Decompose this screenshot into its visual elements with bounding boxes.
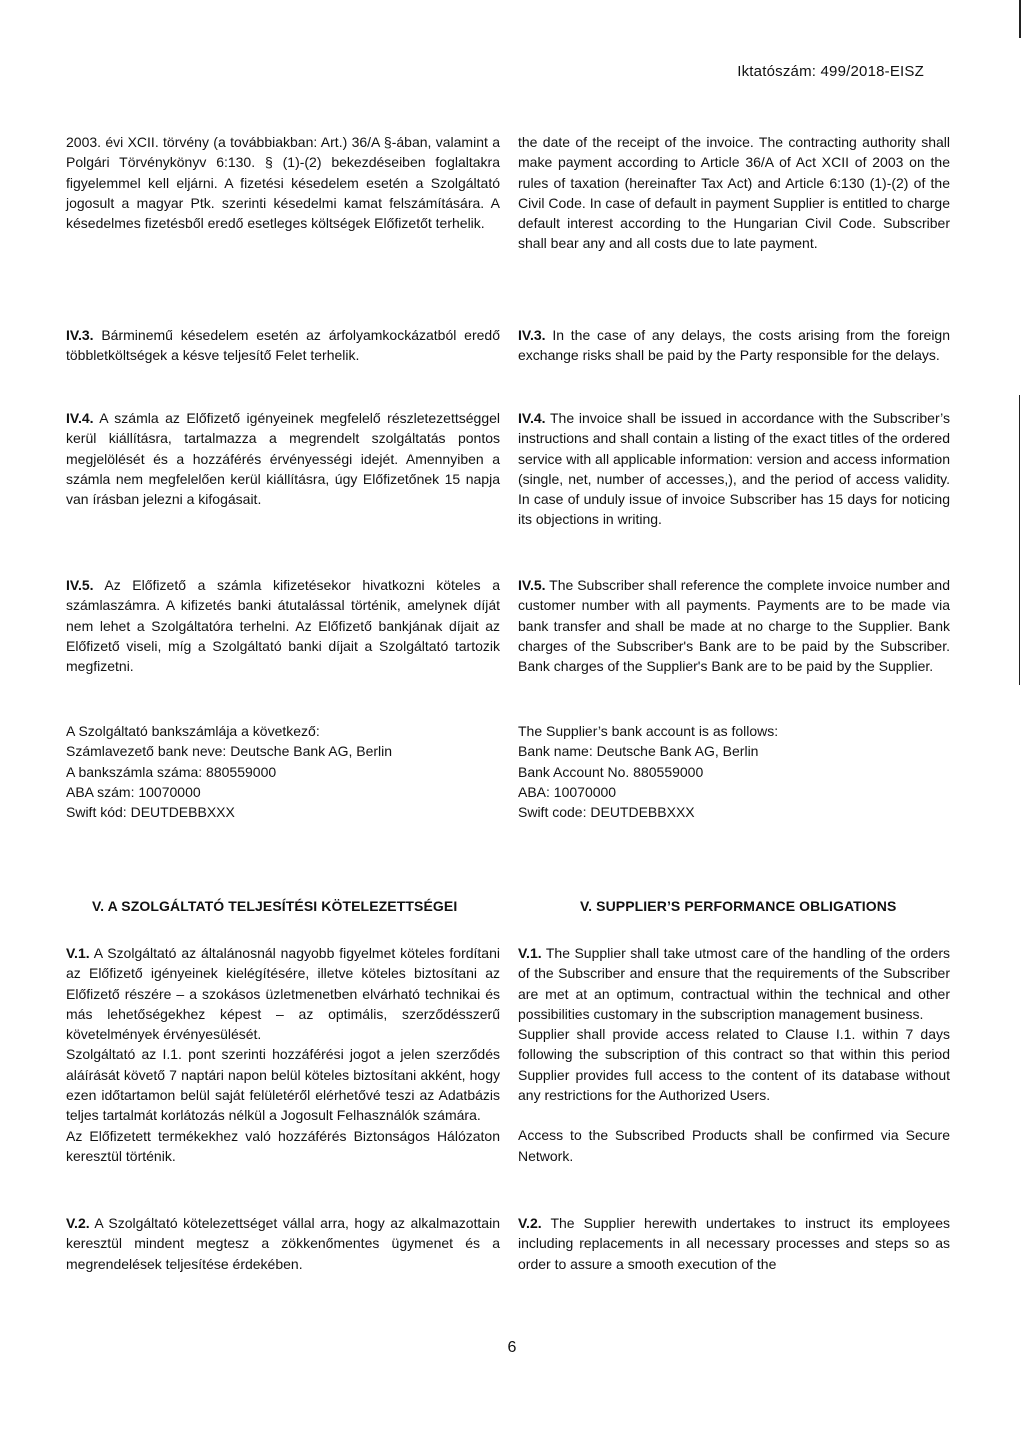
paragraph-hu xyxy=(66,943,500,1044)
clause-v2-en xyxy=(518,1213,950,1274)
section-v-title-en: V. SUPPLIER’S PERFORMANCE OBLIGATIONS xyxy=(580,898,897,914)
bank-aba: ABA szám: 10070000 xyxy=(66,783,201,800)
paragraph-en xyxy=(518,325,950,366)
paragraph-en xyxy=(518,943,950,1024)
paragraph-en xyxy=(518,1213,950,1274)
document-reference-number: Iktatószám: 499/2018-EISZ xyxy=(737,63,924,80)
bank-details-hu xyxy=(66,721,500,822)
bank-intro: A Szolgáltató bankszámlája a következő: xyxy=(66,723,320,739)
paragraph-hu xyxy=(66,408,500,509)
page-number: 6 xyxy=(507,1339,517,1356)
bank-swift: Swift kód: DEUTDEBBXXX xyxy=(66,804,235,821)
clause-text: In the case of any delays, the costs arising from the foreign exchange risks shall be paid by the Party responsible for the delays. xyxy=(518,327,951,364)
bank-swift: Swift code: DEUTDEBBXXX xyxy=(518,804,695,821)
clause-number: IV.3. xyxy=(66,327,94,343)
clause-number: V.1. xyxy=(66,945,90,961)
scan-edge-mark xyxy=(1019,395,1020,685)
bank-account-number: Bank Account No. 880559000 xyxy=(518,763,704,780)
clause-text: Az Előfizető a számla kifizetésekor hivatkozni köteles a számlaszámra. A kifizetés banki átutalással történik, amelynek díját nem lehet a Szolgáltatóra terhelni. Az Előfizető bankjának díjait az Előfizető viseli, míg a Szolgáltató banki díjait a Szolgáltató tartozik megfizetni. xyxy=(66,577,500,675)
clause-iv4-en xyxy=(518,408,950,530)
clause-text: The invoice shall be issued in accordance with the Subscriber’s instructions and shall contain a listing of the exact titles of the ordered service with all applicable information: version and access information (single, net, number of accesses,), and the period of access validity. In case of unduly issue of invoice Subscriber has 15 days for noticing its objections in writing. xyxy=(518,410,950,528)
paragraph-hu xyxy=(66,325,500,366)
clause-number: IV.5. xyxy=(518,577,546,593)
paragraph-en xyxy=(518,575,950,676)
clause-iv3-hu xyxy=(66,325,500,366)
clause-iv5-hu xyxy=(66,575,500,676)
clause-text: Bárminemű késedelem esetén az árfolyamkockázatból eredő többletköltségek a késve teljesítő Felet terhelik. xyxy=(66,327,500,364)
bank-account-number: A bankszámla száma: 880559000 xyxy=(66,763,277,780)
clause-iv4-hu xyxy=(66,408,500,509)
bank-name: Számlavezető bank neve: Deutsche Bank AG, Berlin xyxy=(66,743,393,760)
paragraph-hu xyxy=(66,1213,500,1274)
clause-v1-hu xyxy=(66,943,500,1166)
clause-text: A Szolgáltató az általánosnál nagyobb figyelmet köteles fordítani az Előfizető igényeinek kielégítésére, illetve köteles biztosítani az Előfizető részére – a szokásos üzletmenetben elvárható technikai és más lehetőségekhez képest – az optimális, szerződésszerű követelmények érvényesülését. xyxy=(66,945,500,1043)
scan-edge-mark xyxy=(1019,0,1021,38)
clause-number: IV.3. xyxy=(518,327,546,343)
art-reference-hu xyxy=(66,132,500,233)
paragraph-en: Supplier shall provide access related to Clause I.1. within 7 days following the subscription of this contract so that within this period Supplier provides full access to the content of its database without any restrictions for the Authorized Users. xyxy=(518,1026,950,1104)
paragraph-hu: 2003. évi XCII. törvény (a továbbiakban: Art.) 36/A §-ában, valamint a Polgári Törvénykönyv 6:130. § (1)-(2) bekezdéseiben foglaltakra figyelemmel kell eljárni. A fizetési késedelem esetén a Szolgáltató jogosult a magyar Ptk. szerinti késedelmi kamat felszámítására. A késedelmes fizetésből eredő esetleges költségek Előfizetőt terhelik. xyxy=(66,134,500,232)
paragraph-hu: Az Előfizetett termékekhez való hozzáférés Biztonságos Hálózaton keresztül történik. xyxy=(66,1127,500,1164)
clause-iv5-en xyxy=(518,575,950,676)
clause-text: The Supplier herewith undertakes to instruct its employees including replacements in all necessary processes and steps so as order to assure a smooth execution of the xyxy=(518,1215,951,1272)
paragraph-hu xyxy=(66,575,500,676)
clause-text: A számla az Előfizető igényeinek megfelelő részletezettséggel kerül kiállításra, tartalmazza a megrendelt szolgáltatás pontos megjelölését és a hozzáférés érvényességi idejét. Amennyiben a számla nem megfelelően kerül kiállításra, úgy Előfizetőnek 15 napja van írásban jelezni a kifogásait. xyxy=(66,410,500,508)
clause-text: The Subscriber shall reference the complete invoice number and customer number with all payments. Payments are to be made via bank transfer and shall be made at no charge to the Supplier. Bank charges of the Subscriber's Bank are to be paid by the Subscriber. Bank charges of the Supplier's Bank are to be paid by the Supplier. xyxy=(518,577,950,675)
clause-text: A Szolgáltató kötelezettséget vállal arra, hogy az alkalmazottain keresztül mindent megtesz a zökkenőmentes ügymenet és a megrendelések teljesítése érdekében. xyxy=(66,1215,500,1272)
bank-aba: ABA: 10070000 xyxy=(518,783,617,800)
section-v-title-hu: V. A SZOLGÁLTATÓ TELJESÍTÉSI KÖTELEZETTSÉGEI xyxy=(92,898,458,914)
clause-v2-hu xyxy=(66,1213,500,1274)
paragraph-en: the date of the receipt of the invoice. The contracting authority shall make payment according to Article 36/A of Act XCII of 2003 on the rules of taxation (hereinafter Tax Act) and Article 6:130 (1)-(2) of the Civil Code. In case of default in payment Supplier is entitled to charge default interest according to the Hungarian Civil Code. Subscriber shall bear any and all costs due to late payment. xyxy=(518,134,950,252)
clause-v1-en xyxy=(518,943,950,1166)
clause-number: V.2. xyxy=(66,1215,90,1231)
clause-number: IV.4. xyxy=(66,410,94,426)
clause-number: IV.4. xyxy=(518,410,546,426)
clause-number: V.2. xyxy=(518,1215,542,1231)
clause-number: V.1. xyxy=(518,945,542,961)
bank-name: Bank name: Deutsche Bank AG, Berlin xyxy=(518,743,759,760)
paragraph-en xyxy=(518,408,950,530)
clause-number: IV.5. xyxy=(66,577,94,593)
clause-iv3-en xyxy=(518,325,950,366)
paragraph-en: Access to the Subscribed Products shall be confirmed via Secure Network. xyxy=(518,1127,950,1164)
bank-details-en xyxy=(518,721,950,822)
payment-terms-en xyxy=(518,132,950,254)
clause-text: The Supplier shall take utmost care of the handling of the orders of the Subscriber and ensure that the requirements of the Subscriber are met at an optimum, contractual within the technical and other possibilities customary in the subscription management business. xyxy=(518,945,950,1022)
paragraph-hu: Szolgáltató az I.1. pont szerinti hozzáférési jogot a jelen szerződés aláírását követő 7 naptári napon belül köteles biztosítani akként, hogy ezen időtartamon belül saját felületéről elérhetővé teszi az Adatbázis teljes tartalmát korlátozás nélkül a Jogosult Felhasználók számára. xyxy=(66,1046,500,1124)
bank-intro: The Supplier’s bank account is as follows: xyxy=(518,723,779,739)
